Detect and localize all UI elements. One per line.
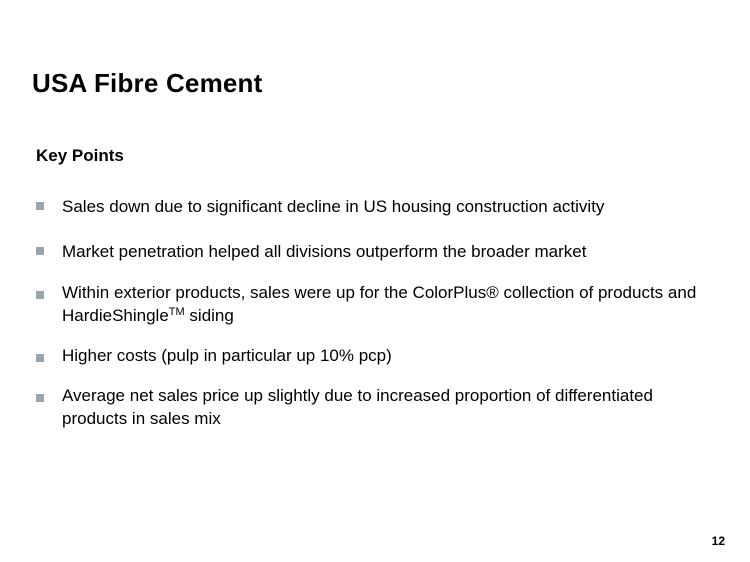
bullet-square-icon (36, 291, 44, 299)
list-item-text-main: Average net sales price up slightly due to increased proportion of differentiated products in sales mix (62, 385, 653, 428)
section-heading: Key Points (36, 146, 124, 165)
bullet-square-icon (36, 394, 44, 402)
list-item (32, 193, 722, 221)
bullet-square-icon (36, 202, 44, 210)
page-title: USA Fibre Cement (32, 68, 263, 98)
list-item-text (62, 197, 604, 216)
list-item (32, 238, 722, 266)
list-item-text-tail: siding (184, 306, 234, 325)
list-item-text-main: Sales down due to significant decline in US housing construction activity (62, 197, 605, 216)
list-item-text-main: Higher costs (pulp in particular up 10% pcp) (62, 345, 392, 365)
list-item-text (62, 283, 696, 325)
list-item (32, 282, 722, 328)
page-number: 12 (711, 534, 725, 548)
bullet-square-icon (36, 354, 44, 362)
list-item (32, 385, 722, 431)
list-item-text-main: Market penetration helped all divisions outperform the broader market (62, 241, 587, 261)
trademark-superscript: TM (168, 305, 185, 318)
list-item-text (62, 242, 586, 261)
key-points-list (32, 193, 722, 448)
list-item-text (62, 386, 653, 428)
bullet-square-icon (36, 247, 44, 255)
list-item (32, 345, 722, 368)
list-item-text-main: Within exterior products, sales were up for the ColorPlus® collection of products and HardieShingle (62, 283, 697, 325)
list-item-text (62, 346, 392, 365)
